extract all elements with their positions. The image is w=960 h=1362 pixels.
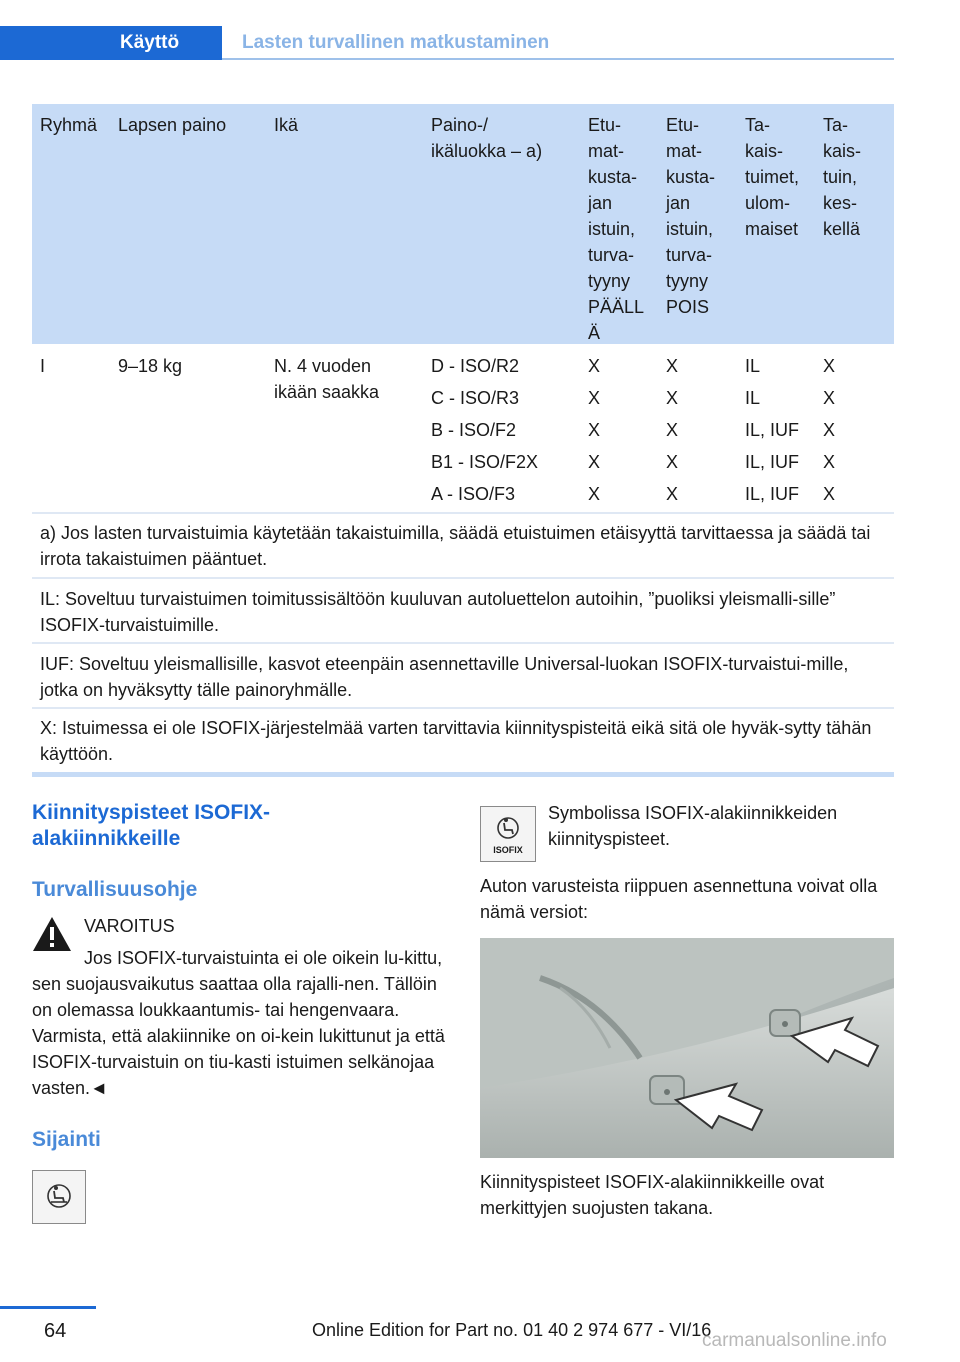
- note-iuf: IUF: Soveltuu yleismallisille, kasvot eteenpäin asennettaville Universal-luokan ISOFIX-turvaistui-mille, jotka on hyväksytty tälle painoryhmälle.: [40, 654, 849, 700]
- cell-rear-outer: IL, IUF: [745, 484, 800, 504]
- cell-age: N. 4 vuoden ikään saakka: [274, 356, 380, 402]
- isofix-seat-icon: [32, 1170, 86, 1224]
- cell-class: C - ISO/R3: [431, 388, 520, 408]
- cell-rear-outer: IL, IUF: [745, 452, 800, 472]
- cell-front-off: X: [666, 356, 679, 376]
- header-chapter-tab: [0, 26, 222, 60]
- th-front-airbag-on: Etu- mat- kusta- jan istuin, turva- tyyny PÄÄLL Ä: [588, 115, 645, 343]
- warning-label: VAROITUS: [84, 916, 175, 936]
- cell-front-off: X: [666, 484, 679, 504]
- cell-class: B - ISO/F2: [431, 420, 517, 440]
- location-heading: Sijainti: [32, 1128, 101, 1151]
- cell-group: I: [40, 356, 46, 376]
- header-divider: [222, 58, 894, 60]
- seat-anchor-photo: [480, 938, 894, 1158]
- safety-heading: Turvallisuusohje: [32, 878, 198, 901]
- cell-rear-outer: IL, IUF: [745, 420, 800, 440]
- th-rear-middle: Ta- kais- tuin, kes- kellä: [823, 115, 862, 239]
- note-il: IL: Soveltuu turvaistuimen toimitussisältöön kuuluvan autoluettelon autoihin, ”puoliksi yleismalli-sille” ISOFIX-turvaistuimille.: [40, 589, 836, 635]
- cell-rear-middle: X: [823, 356, 836, 376]
- th-age: Ikä: [274, 115, 299, 135]
- warning-text: Jos ISOFIX-turvaistuinta ei ole oikein lu-kittu, sen suojausvaikutus saattaa olla rajalli-nen. Tällöin on olemassa loukkaantumis- tai hengenvaara. Varmista, että alakiinnike on oi-kein lukittunut ja että ISOFIX-turvaistuin on tiu-kasti istuimen selkänojaa vasten.◄: [32, 948, 445, 1098]
- th-group: Ryhmä: [40, 115, 98, 135]
- cell-rear-middle: X: [823, 388, 836, 408]
- table-divider: [32, 642, 894, 644]
- section-title: Kiinnityspisteet ISOFIX-alakiinnikkeille: [32, 801, 271, 850]
- header-section-title: Lasten turvallinen matkustaminen: [242, 32, 550, 53]
- watermark: carmanualsonline.info: [702, 1330, 887, 1351]
- th-weight: Lapsen paino: [118, 115, 227, 135]
- note-x: X: Istuimessa ei ole ISOFIX-järjestelmää varten tarvittavia kiinnityspisteitä eikä sitä ole hyväk-sytty tähän käyttöön.: [40, 718, 872, 764]
- isofix-symbol-icon: [480, 806, 536, 862]
- isofix-icon-label: ISOFIX: [493, 845, 523, 855]
- note-a: a) Jos lasten turvaistuimia käytetään takaistuimilla, säädä etuistuimen etäisyyttä tarvittaessa ja säädä tai irrota takaistuimen pääntuet.: [40, 523, 871, 569]
- table-divider: [32, 512, 894, 514]
- cell-front-off: X: [666, 388, 679, 408]
- cell-front-on: X: [588, 452, 601, 472]
- symbol-text: Symbolissa ISOFIX-alakiinnikkeiden kiinnityspisteet.: [548, 803, 838, 849]
- page-number: 64: [44, 1320, 67, 1342]
- cell-front-on: X: [588, 356, 601, 376]
- cell-front-off: X: [666, 452, 679, 472]
- cell-rear-middle: X: [823, 452, 836, 472]
- cell-rear-middle: X: [823, 484, 836, 504]
- cell-weight: 9–18 kg: [118, 356, 183, 376]
- table-divider: [32, 577, 894, 579]
- cell-front-on: X: [588, 484, 601, 504]
- cell-class: B1 - ISO/F2X: [431, 452, 539, 472]
- th-rear-outer: Ta- kais- tuimet, ulom- maiset: [745, 115, 800, 239]
- cell-front-on: X: [588, 388, 601, 408]
- th-class: Paino-/ ikäluokka – a): [431, 115, 543, 161]
- variants-text: Auton varusteista riippuen asennettuna voivat olla nämä versiot:: [480, 876, 878, 922]
- edition-text: Online Edition for Part no. 01 40 2 974 677 - VI/16: [312, 1320, 712, 1340]
- cell-class: D - ISO/R2: [431, 356, 520, 376]
- table-bottom-rule: [32, 772, 894, 777]
- table-divider: [32, 707, 894, 709]
- cell-class: A - ISO/F3: [431, 484, 516, 504]
- cell-rear-outer: IL: [745, 388, 761, 408]
- cell-rear-outer: IL: [745, 356, 761, 376]
- footer-accent-line: [0, 1306, 96, 1309]
- cell-rear-middle: X: [823, 420, 836, 440]
- header-chapter: Käyttö: [120, 32, 180, 53]
- th-front-airbag-off: Etu- mat- kusta- jan istuin, turva- tyyny POIS: [666, 115, 716, 317]
- cell-front-on: X: [588, 420, 601, 440]
- photo-caption: Kiinnityspisteet ISOFIX-alakiinnikkeille ovat merkittyjen suojusten takana.: [480, 1172, 825, 1218]
- cell-front-off: X: [666, 420, 679, 440]
